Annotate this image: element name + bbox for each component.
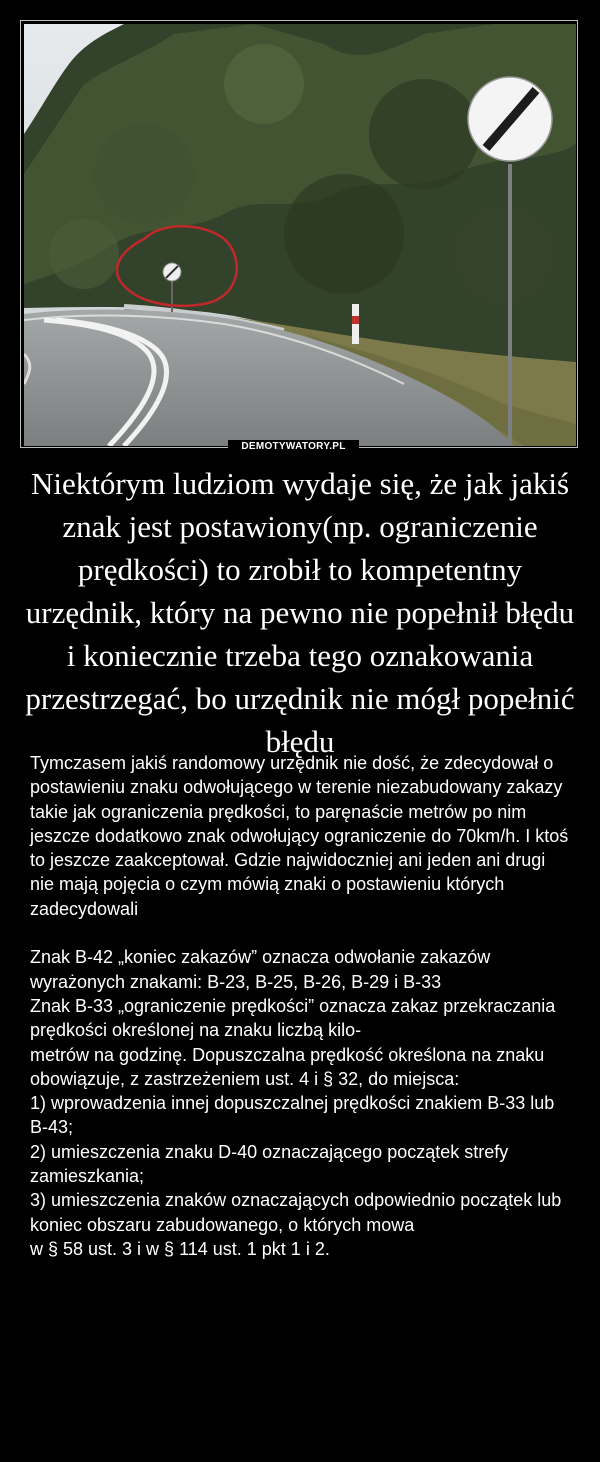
demotivator-title: Niektórym ludziom wydaje się, że jak jakiś znak jest postawiony(np. ograniczenie prędkości) to zrobił to kompetentny urzędnik, który na pewno nie popełnił błędu i koniecznie trzeba tego oznakowania przestrzegać, bo urzędnik nie mógł popełnić błędu xyxy=(25,466,575,759)
road-photo xyxy=(24,24,576,446)
demotivator-description: Tymczasem jakiś randomowy urzędnik nie dość, że zdecydował o postawieniu znaku odwołującego w terenie niezabudowany zakazy takie jak ograniczenia prędkości, to paręnaście metrów po nim jeszcze dodatkowo znak odwołujący ograniczenie do 70km/h. I ktoś to jeszcze zaakceptował. Gdzie najwidoczniej ani jeden ani drugi nie mają pojęcia o czym mówią znaki o postawieniu których zadecydowali Znak B-42 „koniec zakazów” oznacza odwołanie zakazów wyrażonych znakami: B-23, B-25, B-26, B-29 i B-33 Znak B-33 „ograniczenie prędkości” oznacza zakaz przekraczania prędkości określonej na znaku liczbą kilo- metrów na godzinę. Dopuszczalna prędkość określona na znaku obowiązuje, z zastrzeżeniem ust. 4 i § 32, do miejsca: 1) wprowadzenia innej dopuszczalnej prędkości znakiem B-33 lub B-43; 2) umieszczenia znaku D-40 oznaczającego początek strefy zamieszkania; 3) umieszczenia znaków oznaczających odpowiednio początek lub koniec obszaru zabudowanego, o których mowa w § 58 ust. 3 i w § 114 ust. 1 pkt 1 i 2. xyxy=(30,753,569,1259)
watermark: DEMOTYWATORY.PL xyxy=(228,440,359,454)
